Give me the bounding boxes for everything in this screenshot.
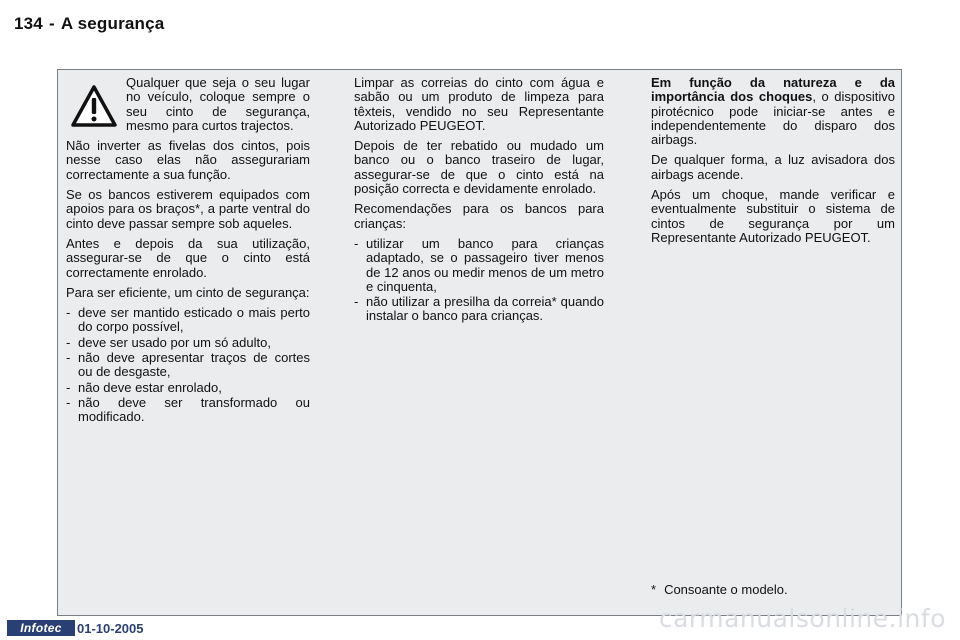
footnote: [651, 582, 788, 597]
footnote-text: Consoante o modelo.: [664, 582, 788, 597]
paragraph: Em função da natureza e da importância dos choques, o dispositivo pirotécnico pode iniciar-se antes e independentemente do disparo dos airbags.: [651, 75, 895, 148]
warning-text: Qualquer que seja o seu lugar no veículo, coloque sempre o seu cinto de segurança, mesmo para curtos trajectos.: [126, 75, 310, 133]
paragraph: Recomendações para os bancos para crianças:: [354, 201, 604, 231]
paragraph: Para ser eficiente, um cinto de segurança:: [66, 284, 310, 300]
brand-logo: Infotec: [7, 620, 75, 636]
paragraph: Se os bancos estiverem equipados com apoios para os braços*, a parte ventral do cinto deve passar sempre sob aqueles.: [66, 187, 310, 231]
warning-block: [66, 76, 310, 133]
column-3: [651, 76, 895, 251]
footnote-star: *: [651, 582, 657, 597]
print-date: 01-10-2005: [77, 621, 144, 636]
list-item: - não deve apresentar traços de cortes ou de desgaste,: [66, 350, 310, 380]
paragraph: Depois de ter rebatido ou mudado um banco ou o banco traseiro de lugar, assegurar-se de que o cinto está na posição correcta e devidamente enrolado.: [354, 138, 604, 197]
watermark: carmanualsonline.info: [658, 604, 946, 633]
paragraph: De qualquer forma, a luz avisadora dos airbags acende.: [651, 152, 895, 182]
column-1: [66, 76, 310, 426]
page-number: 134: [14, 14, 43, 33]
list-item: - deve ser mantido esticado o mais perto do corpo possível,: [66, 305, 310, 335]
paragraph: Não inverter as fivelas dos cintos, pois nesse caso elas não assegurariam correctamente a sua função.: [66, 138, 310, 182]
list-item: - utilizar um banco para crianças adaptado, se o passageiro tiver menos de 12 anos ou medir menos de um metro e cinquenta,: [354, 235, 604, 294]
page-title: A segurança: [60, 14, 165, 33]
bold-lead: Em função da natureza e da importância dos choques: [651, 75, 895, 105]
list-item: - não deve estar enrolado,: [66, 379, 222, 395]
warning-triangle-icon: [70, 84, 118, 128]
column-2: [354, 76, 604, 325]
list-item: - não utilizar a presilha da correia* quando instalar o banco para crianças.: [354, 294, 604, 324]
list-item: - deve ser usado por um só adulto,: [66, 334, 271, 350]
paragraph: Limpar as correias do cinto com água e sabão ou um produto de limpeza para têxteis, vendido no seu Representante Autorizado PEUGEOT.: [354, 75, 604, 133]
paragraph: Após um choque, mande verificar e eventualmente substituir o sistema de cintos de segurança por um Representante Autorizado PEUGEOT.: [651, 187, 895, 245]
paragraph: Antes e depois da sua utilização, assegurar-se de que o cinto está correctamente enrolado.: [66, 235, 310, 280]
content-panel: [57, 69, 902, 616]
header-separator: -: [48, 14, 55, 33]
list-item: - não deve ser transformado ou modificado.: [66, 394, 310, 425]
page-header: [14, 14, 164, 34]
